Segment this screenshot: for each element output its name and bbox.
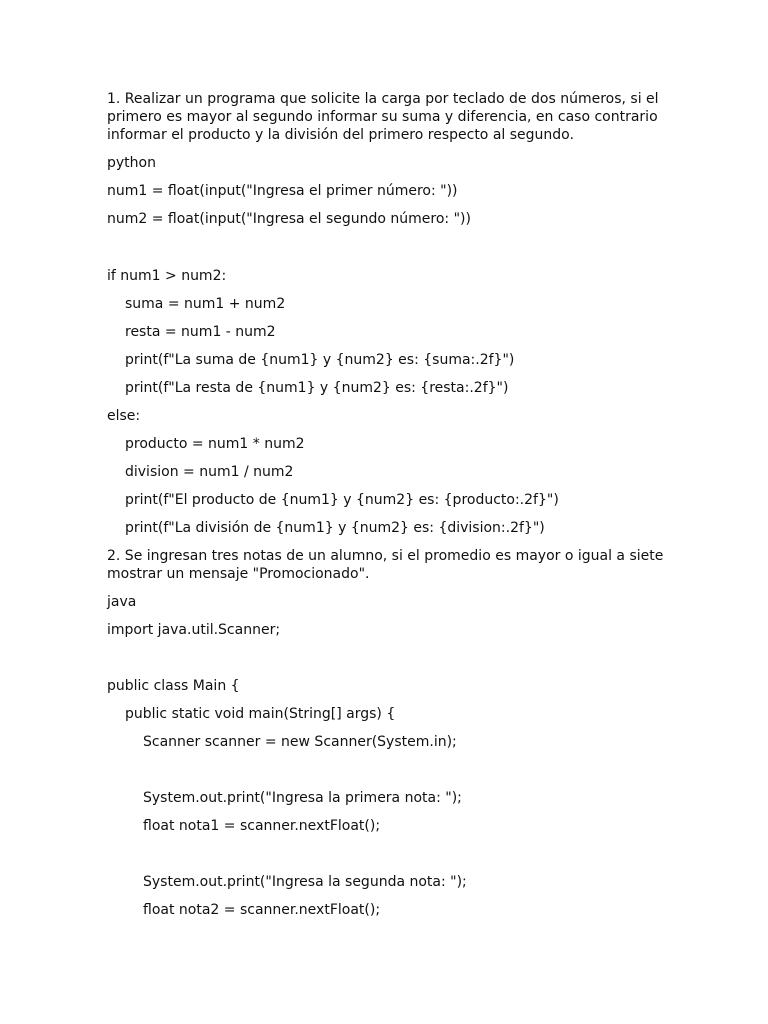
code-line: public static void main(String[] args) {: [125, 706, 396, 722]
blank-line: [107, 639, 667, 667]
code-line: num2 = float(input("Ingresa el segundo número: ")): [107, 211, 471, 227]
language-label-python: python: [107, 155, 156, 171]
code-line: print(f"La resta de {num1} y {num2} es: {resta:.2f}"): [125, 380, 509, 396]
code-line: else:: [107, 408, 141, 424]
code-line: num1 = float(input("Ingresa el primer número: ")): [107, 183, 458, 199]
code-line: suma = num1 + num2: [125, 296, 286, 312]
exercise-2-statement: 2. Se ingresan tres notas de un alumno, si el promedio es mayor o igual a siete mostrar un mensaje "Promocionado".: [107, 548, 664, 582]
code-line: print(f"El producto de {num1} y {num2} es: {producto:.2f}"): [125, 492, 559, 508]
code-line: float nota2 = scanner.nextFloat();: [143, 902, 381, 918]
blank-line: [107, 751, 667, 779]
code-line: print(f"La división de {num1} y {num2} es: {division:.2f}"): [125, 520, 545, 536]
document-page: [107, 90, 667, 919]
code-line: float nota1 = scanner.nextFloat();: [143, 818, 381, 834]
code-line: Scanner scanner = new Scanner(System.in);: [143, 734, 457, 750]
blank-line: [107, 835, 667, 863]
blank-line: [107, 228, 667, 256]
code-line: if num1 > num2:: [107, 268, 227, 284]
code-line: public class Main {: [107, 678, 240, 694]
language-label-java: java: [107, 594, 137, 610]
code-line: division = num1 / num2: [125, 464, 294, 480]
exercise-1-statement: 1. Realizar un programa que solicite la carga por teclado de dos números, si el primero es mayor al segundo informar su suma y diferencia, en caso contrario informar el producto y la división del primero respecto al segundo.: [107, 91, 659, 143]
code-line: System.out.print("Ingresa la primera nota: ");: [143, 790, 462, 806]
code-line: resta = num1 - num2: [125, 324, 276, 340]
code-line: print(f"La suma de {num1} y {num2} es: {suma:.2f}"): [125, 352, 515, 368]
code-line: producto = num1 * num2: [125, 436, 305, 452]
code-line: System.out.print("Ingresa la segunda nota: ");: [143, 874, 467, 890]
code-line: import java.util.Scanner;: [107, 622, 281, 638]
